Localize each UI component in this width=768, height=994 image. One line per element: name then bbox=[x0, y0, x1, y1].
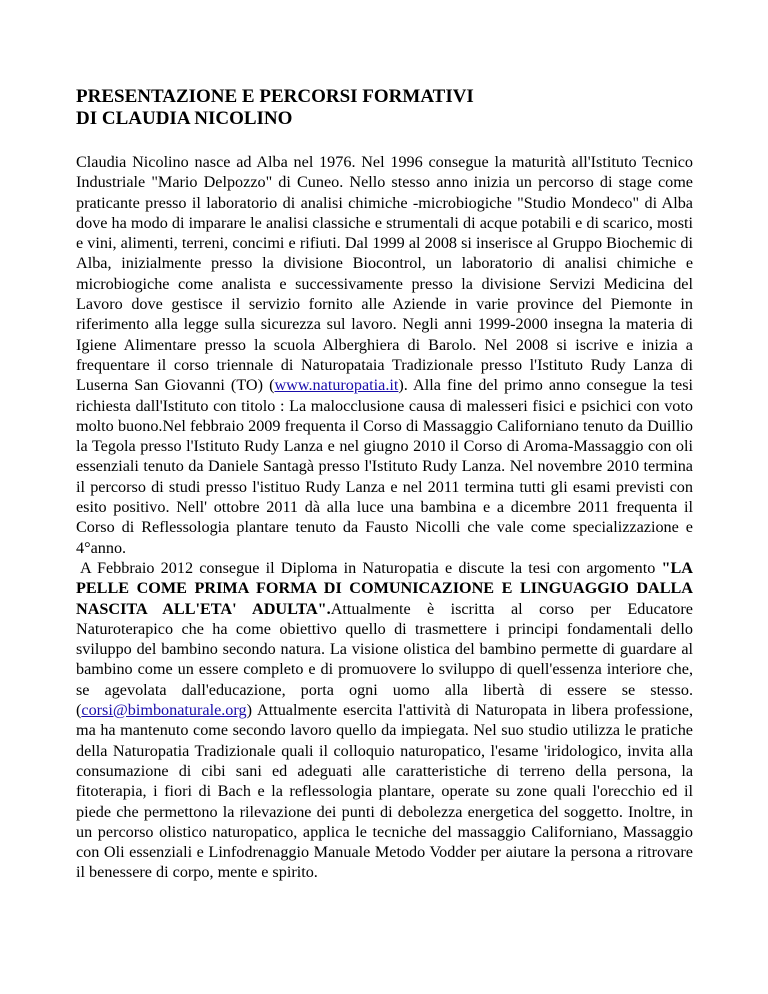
thesis-title: "LA PELLE COME PRIMA FORMA DI COMUNICAZIONE E LINGUAGGIO DALLA NASCITA ALL'ETA' ADULTA". bbox=[76, 558, 693, 618]
title-line-1: PRESENTAZIONE E PERCORSI FORMATIVI bbox=[76, 86, 474, 107]
title-line-2: DI CLAUDIA NICOLINO bbox=[76, 108, 293, 129]
paragraph-1-text-a: Claudia Nicolino nasce ad Alba nel 1976. Nel 1996 consegue la maturità all'Istituto Tecnico Industriale "Mario Delpozzo" di Cuneo. Nello stesso anno inizia un percorso di stage come praticante presso il laboratorio di analisi chimiche -microbiogiche "Studio Mondeco" di Alba dove ha modo di imparare le analisi classiche e strumentali di acque potabili e di scarico, mosti e vini, alimenti, terreni, concimi e rifiuti. Dal 1999 al 2008 si inserisce al Gruppo Biochemic di Alba, inizialmente presso la divisione Biocontrol, un laboratorio di analisi chimiche e microbiogiche come analista e successivamente presso la divisione Servizi Medicina del Lavoro dove gestisce il servizio fornito alle Aziende in varie province del Piemonte in riferimento alla legge sulla sicurezza sul lavoro. Negli anni 1999-2000 insegna la materia di Igiene Alimentare presso la scuola Alberghiera di Barolo. Nel 2008 si iscrive e inizia a frequentare il corso triennale di Naturopataia Tradizionale presso l'Istituto Rudy Lanza di Luserna San Giovanni (TO) ( bbox=[76, 153, 693, 395]
paragraph-2-text-b: ) Attualmente esercita l'attività di Naturopata in libera professione, ma ha mantenuto come secondo lavoro quello da impiegata. Nel suo studio utilizza le pratiche della Naturopatia Tradizionale quali il colloquio naturopatico, l'esame 'iridologico, invita alla consumazione di cibi sani ed adeguati alle caratteristiche di terreno della persona, la fitoterapia, i fiori di Bach e la reflessologia plantare, operate su zone quali l'orecchio ed il piede che permettono la rilevazione dei punti di debolezza energetica del soggetto. Inoltre, in un percorso olistico naturopatico, applica le tecniche del massaggio Californiano, Massaggio con Oli essenziali e Linfodrenaggio Manuale Metodo Vodder per aiutare la persona a ritrovare il benessere di corpo, mente e spirito. bbox=[76, 701, 693, 882]
paragraph-2-text-a: Attualmente è iscritta al corso per Educatore Naturoterapico che ha come obiettivo quello di trasmettere i principi fondamentali dello sviluppo del bambino secondo natura. La visione olistica del bambino permette di guardare al bambino come un essere completo e di promuovere lo sviluppo di quell'essenza interiore che, se agevolata dall'educazione, porta ogni uomo alla libertà di essere se stesso. ( bbox=[76, 599, 693, 720]
paragraph-biography bbox=[76, 152, 693, 558]
document-title bbox=[76, 86, 693, 130]
paragraph-2-intro: A Febbraio 2012 consegue il Diploma in Naturopatia e discute la tesi con argomento bbox=[80, 558, 662, 577]
paragraph-1-text-b: ). Alla fine del primo anno consegue la tesi richiesta dall'Istituto con titolo : La malocclusione causa di malesseri fisici e psichici con voto molto buono.Nel febbraio 2009 frequenta il Corso di Massaggio Californiano tenuto da Duillio la Tegola presso l'Istituto Rudy Lanza e nel giugno 2010 il Corso di Aroma-Massaggio con oli essenziali tenuto da Daniele Santagà presso l'Istituto Rudy Lanza. Nel novembre 2010 termina il percorso di studi presso l'istituo Rudy Lanza e nel 2011 termina tutti gli esami previsti con esito positivo. Nell' ottobre 2011 dà alla luce una bambina e a dicembre 2011 frequenta il Corso di Reflessologia plantare tenuto da Fausto Nicolli che vale come specializzazione e 4°anno. bbox=[76, 376, 693, 557]
paragraph-diploma bbox=[76, 558, 693, 883]
naturopatia-link[interactable]: www.naturopatia.it bbox=[274, 376, 399, 395]
email-link[interactable]: corsi@bimbonaturale.org bbox=[81, 701, 247, 720]
document-page bbox=[76, 86, 693, 883]
